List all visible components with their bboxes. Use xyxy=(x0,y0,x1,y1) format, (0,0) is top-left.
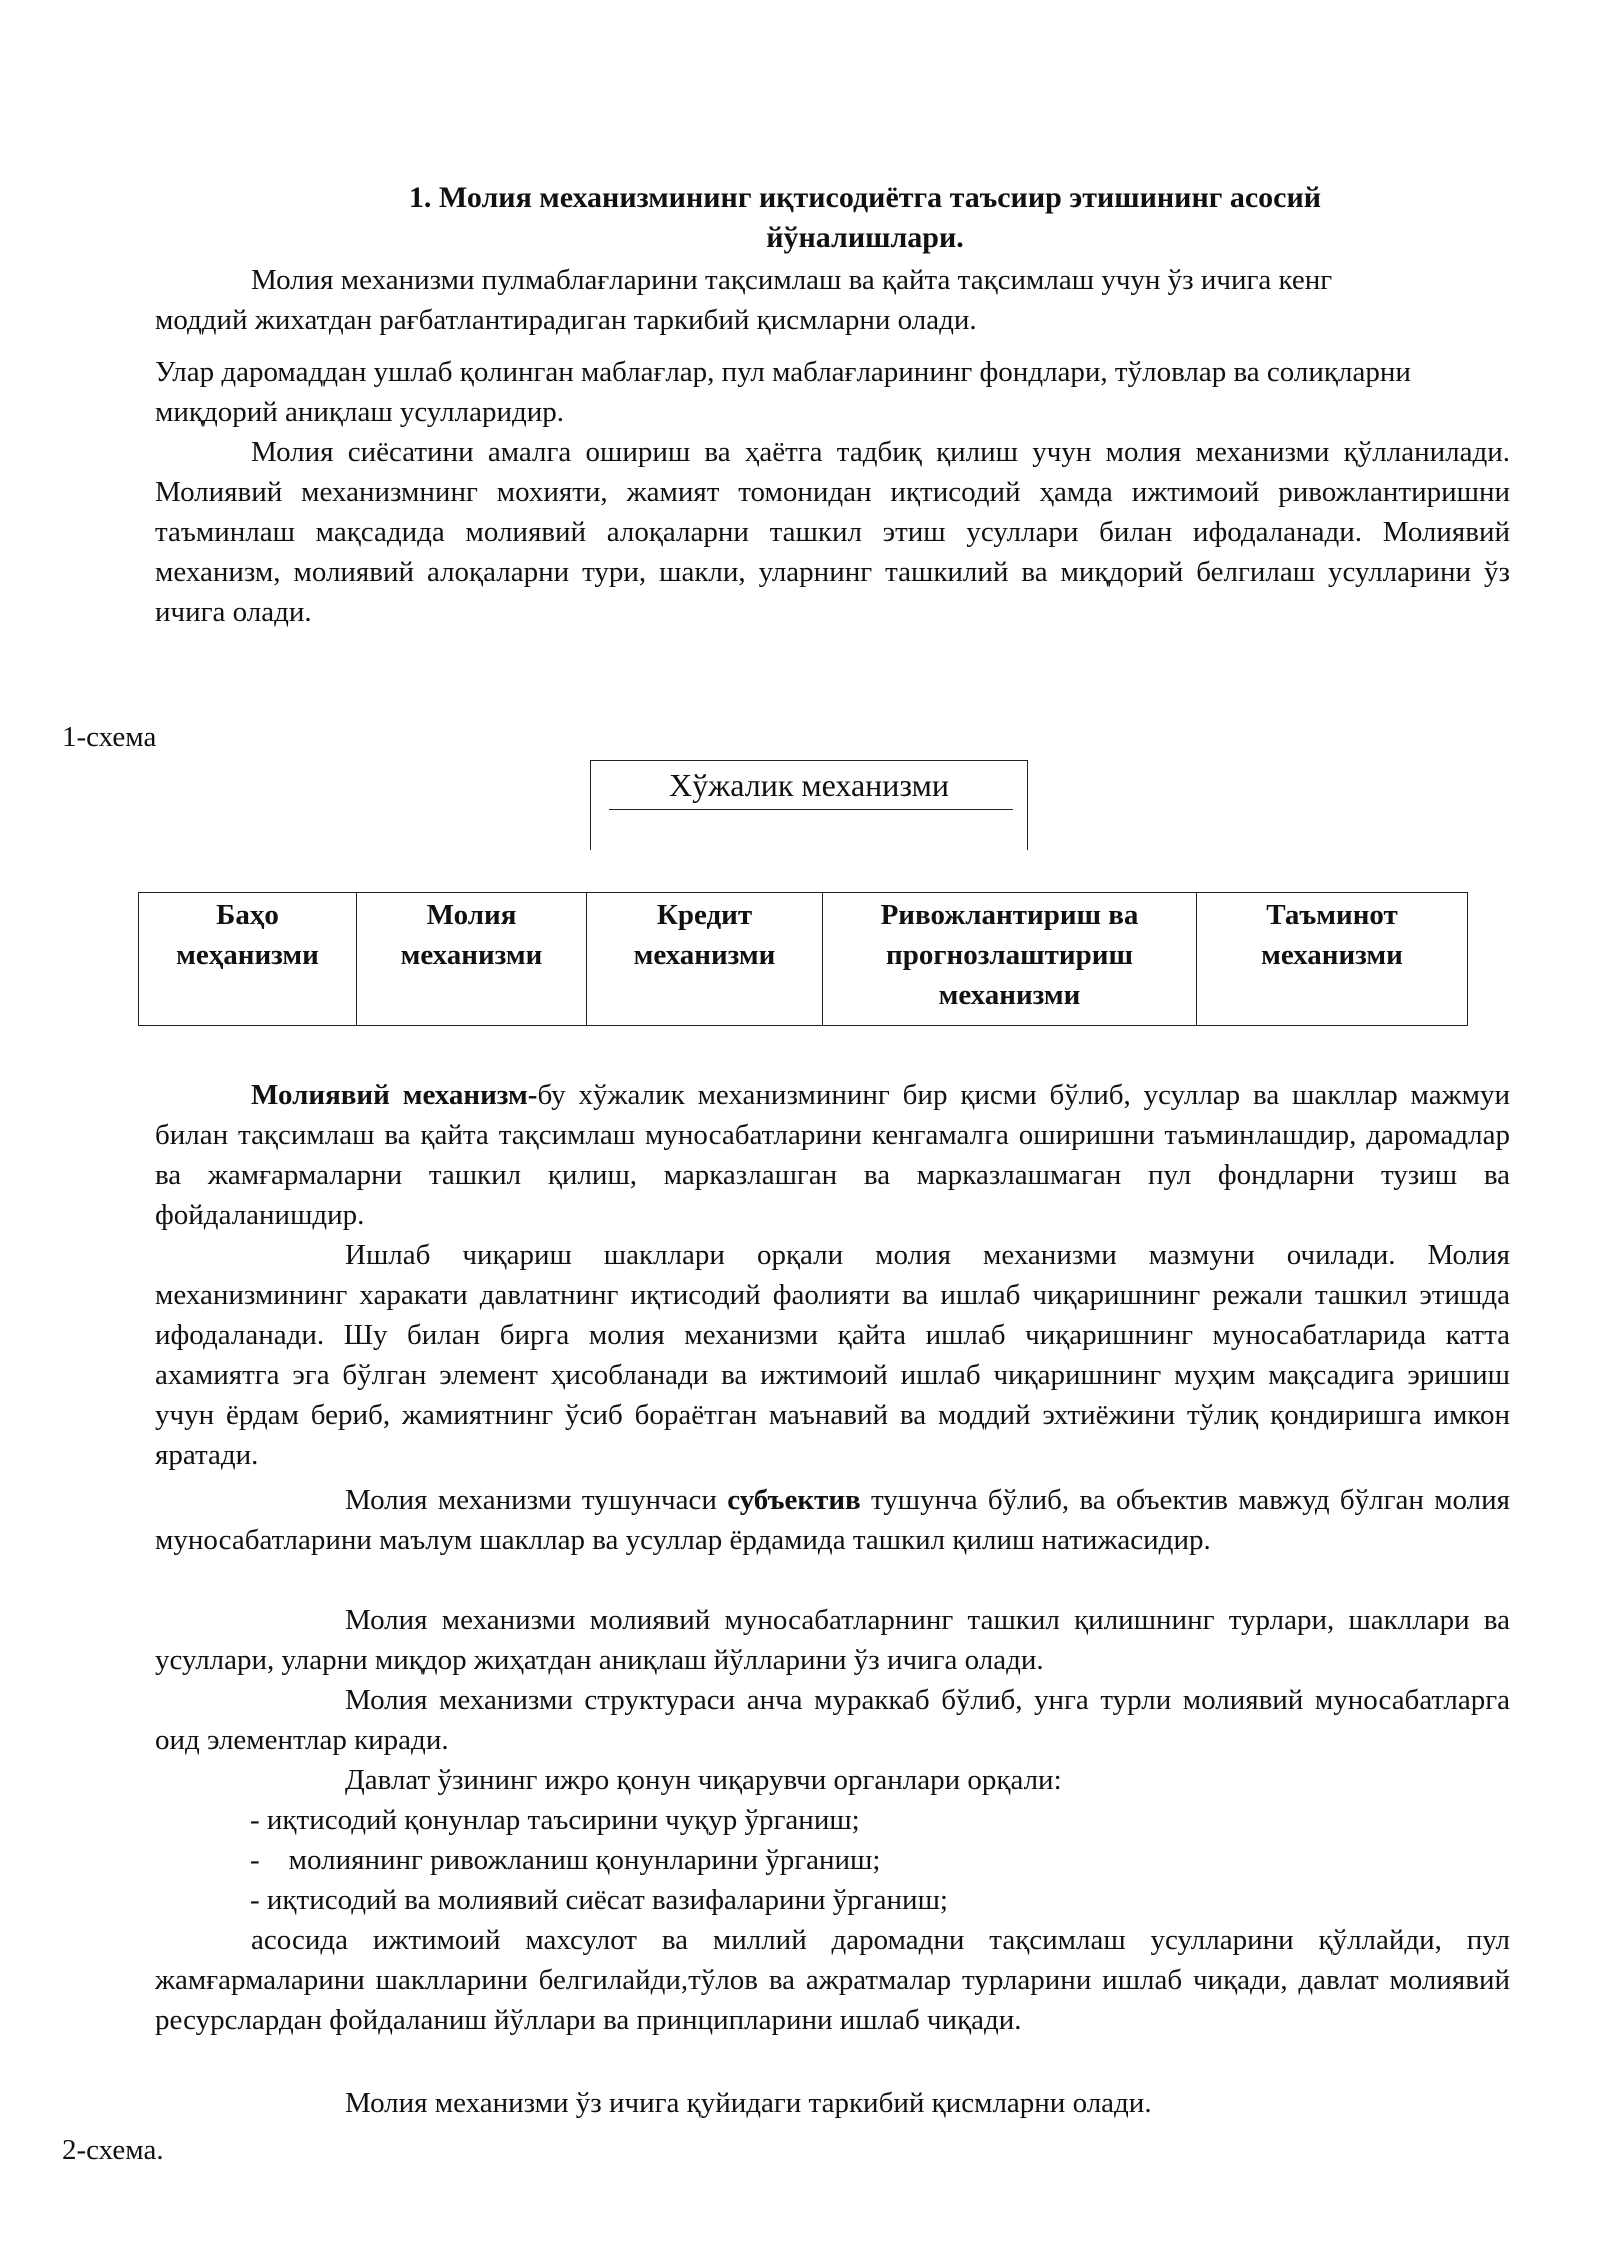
title-line-1: 1. Молия механизмининг иқтисодиётга таъсиир этишининг асосий xyxy=(408,181,1322,214)
paragraph-10: асосида ижтимоий махсулот ва миллий даромадни тақсимлаш усулларини қўллайди, пул жамғармаларини шаклларини белгилайди,тўлов ва ажратмалар турларини ишлаб чиқади, давлат молиявий ресурслардан фойдаланиш йўллари ва принципларини ишлаб чиқади. xyxy=(155,1924,1510,2036)
mechanism-cell-price xyxy=(139,893,357,1025)
cell-line: Баҳо xyxy=(216,899,279,931)
paragraph-11: Молия механизми ўз ичига қуйидаги таркибий қисмларни олади. xyxy=(345,2087,1152,2119)
economic-mechanism-divider xyxy=(609,809,1013,810)
cell-line: Кредит xyxy=(656,899,753,931)
paragraph-9: Давлат ўзининг ижро қонун чиқарувчи органлари орқали: xyxy=(345,1764,1062,1796)
paragraph-6 xyxy=(155,1480,1510,1560)
subjective-term: субъектив xyxy=(727,1484,861,1516)
paragraph-6-text-a: Молия механизми тушунчаси xyxy=(345,1484,728,1516)
mechanism-cell-supply xyxy=(1197,893,1467,1025)
cell-line: меҳанизми xyxy=(176,939,319,971)
economic-mechanism-title: Хўжалик механизми xyxy=(669,767,949,803)
paragraph-6-text-b: тушунча бўлиб, ва объектив мавжуд бўлган молия муносабатларини маълум шакллар ва усуллар ёрдамида ташкил қилиш натижасидир. xyxy=(155,1484,1510,1556)
economic-mechanism-box xyxy=(590,760,1028,850)
list-item: - иқтисодий қонунлар таъсирини чуқур ўрганиш; xyxy=(250,1804,860,1836)
paragraph-1-line-2: моддий жихатдан рағбатлантирадиган таркибий қисмларни олади. xyxy=(155,304,977,336)
paragraph-4 xyxy=(155,1075,1510,1235)
cell-line: Молия xyxy=(426,899,517,931)
mechanisms-table xyxy=(138,892,1468,1026)
list-item: - иқтисодий ва молиявий сиёсат вазифаларини ўрганиш; xyxy=(250,1884,948,1916)
list-item: - молиянинг ривожланиш қонунларини ўрганиш; xyxy=(250,1844,881,1876)
cell-line: Таъминот xyxy=(1266,899,1398,931)
cell-line: механизми xyxy=(633,939,776,971)
title-line-2: йўналишлари. xyxy=(766,221,964,254)
financial-mechanism-term: Молиявий механизм- xyxy=(251,1079,538,1111)
mechanism-cell-credit xyxy=(587,893,823,1025)
paragraph-3: Молия сиёсатини амалга ошириш ва ҳаётга тадбиқ қилиш учун молия механизми қўлланилади. Молиявий механизмнинг мохияти, жамият томонидан иқтисодий ҳамда ижтимоий ривожлантиришни таъминлаш мақсадида молиявий алоқаларни ташкил этиш усуллари билан ифодаланади. Молиявий механизм, молиявий алоқаларни тури, шакли, уларнинг ташкилий ва миқдорий белгилаш усулларини ўз ичига олади. xyxy=(155,436,1510,628)
paragraph-5: Ишлаб чиқариш шакллари орқали молия механизми мазмуни очилади. Молия механизмининг харакати давлатнинг иқтисодий фаолияти ва ишлаб чиқаришнинг режали ташкил этишда ифодаланади. Шу билан бирга молия механизми қайта ишлаб чиқаришнинг муносабатларида катта ахамиятга эга бўлган элемент ҳисобланади ва ижтимоий ишлаб чиқаришнинг муҳим мақсадига эришиш учун ёрдам бериб, жамиятнинг ўсиб бораётган маънавий ва моддий эхтиёжини тўлиқ қондиришга имкон яратади. xyxy=(155,1239,1510,1471)
cell-line: Ривожлантириш ва xyxy=(880,899,1139,931)
scheme-2-label: 2-схема. xyxy=(62,2134,164,2166)
cell-line: механизми xyxy=(400,939,543,971)
mechanism-cell-finance xyxy=(357,893,587,1025)
paragraph-7: Молия механизми молиявий муносабатларнинг ташкил қилишнинг турлари, шакллари ва усуллари, уларни миқдор жиҳатдан аниқлаш йўлларини ўз ичига олади. xyxy=(155,1604,1510,1676)
scheme-1-label: 1-схема xyxy=(62,721,157,753)
page-title xyxy=(220,178,1510,258)
mechanism-cell-development xyxy=(823,893,1197,1025)
paragraph-1 xyxy=(155,260,1510,340)
cell-line: прогнозлаштириш xyxy=(886,939,1133,971)
cell-line: механизми xyxy=(938,979,1081,1011)
paragraph-1-line-1: Молия механизми пулмаблағларини тақсимлаш ва қайта тақсимлаш учун ўз ичига кенг xyxy=(251,264,1333,296)
paragraph-4-text: бу хўжалик механизмининг бир қисми бўлиб, усуллар ва шакллар мажмуи билан тақсимлаш ва қайта тақсимлаш муносабатларини кенгамалга оширишни таъминлашдир, даромадлар ва жамғармаларни ташкил қилиш, марказлашган ва марказлашмаган пул фондларни тузиш ва фойдаланишдир. xyxy=(155,1079,1510,1231)
cell-line: механизми xyxy=(1261,939,1403,971)
paragraph-8: Молия механизми структураси анча мураккаб бўлиб, унга турли молиявий муносабатларга оид элементлар киради. xyxy=(155,1684,1510,1756)
paragraph-2: Улар даромаддан ушлаб қолинган маблағлар, пул маблағларининг фондлари, тўловлар ва солиқларни миқдорий аниқлаш усулларидир. xyxy=(155,356,1411,428)
